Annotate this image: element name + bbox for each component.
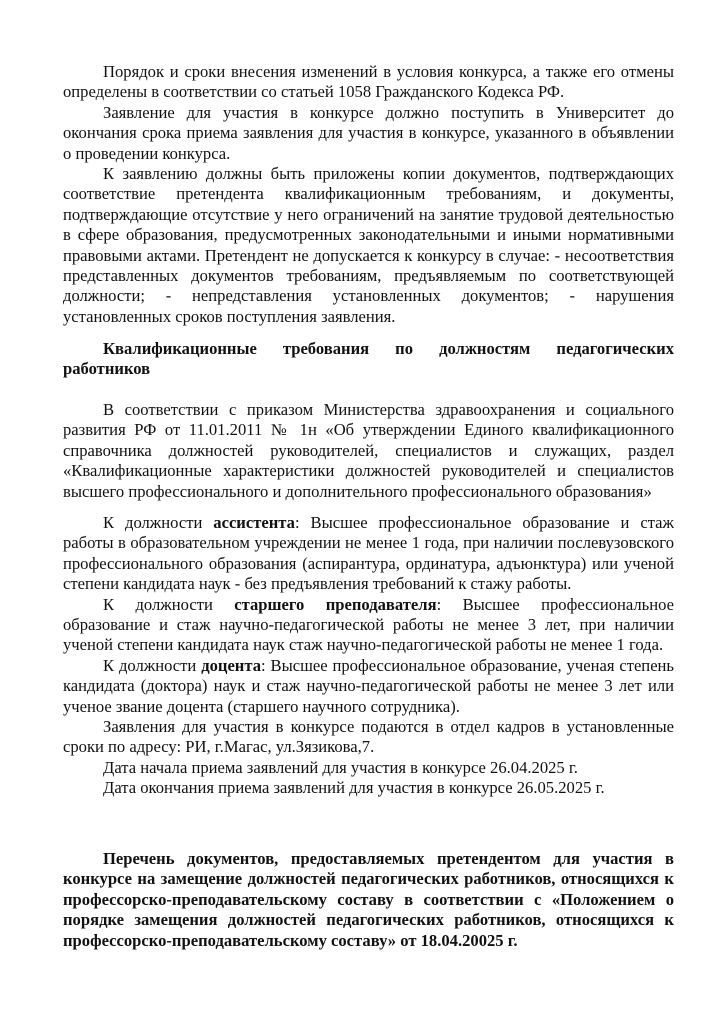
paragraph-senior-lecturer	[63, 595, 674, 656]
docent-title: доцента	[201, 655, 262, 675]
docent-prefix: К должности	[103, 655, 202, 675]
assistant-prefix: К должности	[103, 513, 214, 532]
paragraph-ministry-order: В соответствии с приказом Министерства здравоохранения и социального развития РФ от 11.01.2011 № 1н «Об утверждении Единого квалификационного справочника должностей руководителей, специалистов и служащих, раздел «Квалификационные характеристики должностей руководителей и специалистов высшего профессионального и дополнительного профессионального образования»	[63, 400, 674, 501]
paragraph-changes: Порядок и сроки внесения изменений в условия конкурса, а также его отмены определены в соответствии со статьей 1058 Гражданского Кодекса РФ.	[63, 62, 674, 102]
senior-text: : Высшее профессиональное образование и стаж научно-педагогической работы не менее 3 лет, при наличии ученой степени кандидата наук стаж научно-педагогической работы не менее 1 года.	[63, 594, 674, 655]
paragraph-required-documents: К заявлению должны быть приложены копии документов, подтверждающих соответствие претендента квалификационным требованиям, и документы, подтверждающие отсутствие у него ограничений на занятие трудовой деятельностью в сфере образования, предусмотренных законодательными и иными нормативными правовыми актами. Претендент не допускается к конкурсу в случае: - несоответствия представленных документов требованиям, предъявляемым по соответствующей должности; - непредставления установленных документов; - нарушения установленных сроков поступления заявления.	[63, 164, 674, 326]
paragraph-start-date: Дата начала приема заявлений для участия в конкурсе 26.04.2025 г.	[103, 757, 578, 777]
paragraph-end-date: Дата окончания приема заявлений для участия в конкурсе 26.05.2025 г.	[103, 778, 605, 798]
paragraph-assistant	[63, 513, 674, 595]
section-positions	[63, 513, 674, 799]
assistant-title: ассистента	[213, 513, 295, 532]
section-order-reference	[63, 400, 674, 502]
paragraph-application-deadline: Заявление для участия в конкурсе должно поступить в Университет до окончания срока приема заявления для участия в конкурсе, указанного в объявлении о проведении конкурса.	[63, 102, 674, 163]
section-intro	[63, 62, 674, 327]
paragraph-docent	[63, 656, 674, 717]
docent-text: : Высшее профессиональное образование, ученая степень кандидата (доктора) наук и стаж научно-педагогической работы не менее 3 лет или ученое звание доцента (старшего научного сотрудника).	[63, 655, 675, 716]
assistant-text: : Высшее профессиональное образование и стаж работы в образовательном учреждении не менее 1 года, при наличии послевузовского профессионального образования (аспирантура, ординатура, адъюнктура) или ученой степени кандидата наук - без предъявления требований к стажу работы.	[63, 513, 674, 594]
section-documents-list-heading	[63, 849, 674, 951]
senior-prefix: К должности	[103, 594, 235, 614]
heading-qualification-requirements: Квалификационные требования по должностям педагогических работников	[63, 339, 674, 379]
paragraph-submission-address: Заявления для участия в конкурсе подаются в отдел кадров в установленные сроки по адресу: РИ, г.Магас, ул.Зязикова,7.	[63, 717, 674, 757]
senior-title: старшего преподавателя	[234, 594, 437, 614]
section-qualification-heading	[63, 339, 674, 380]
heading-documents-list: Перечень документов, предоставляемых претендентом для участия в конкурсе на замещение должностей педагогических работников, относящихся к профессорско-преподавательскому составу в соответствии с «Положением о порядке замещения должностей педагогических работников, относящихся к профессорско-преподавательскому составу» от 18.04.20025 г.	[63, 849, 674, 950]
